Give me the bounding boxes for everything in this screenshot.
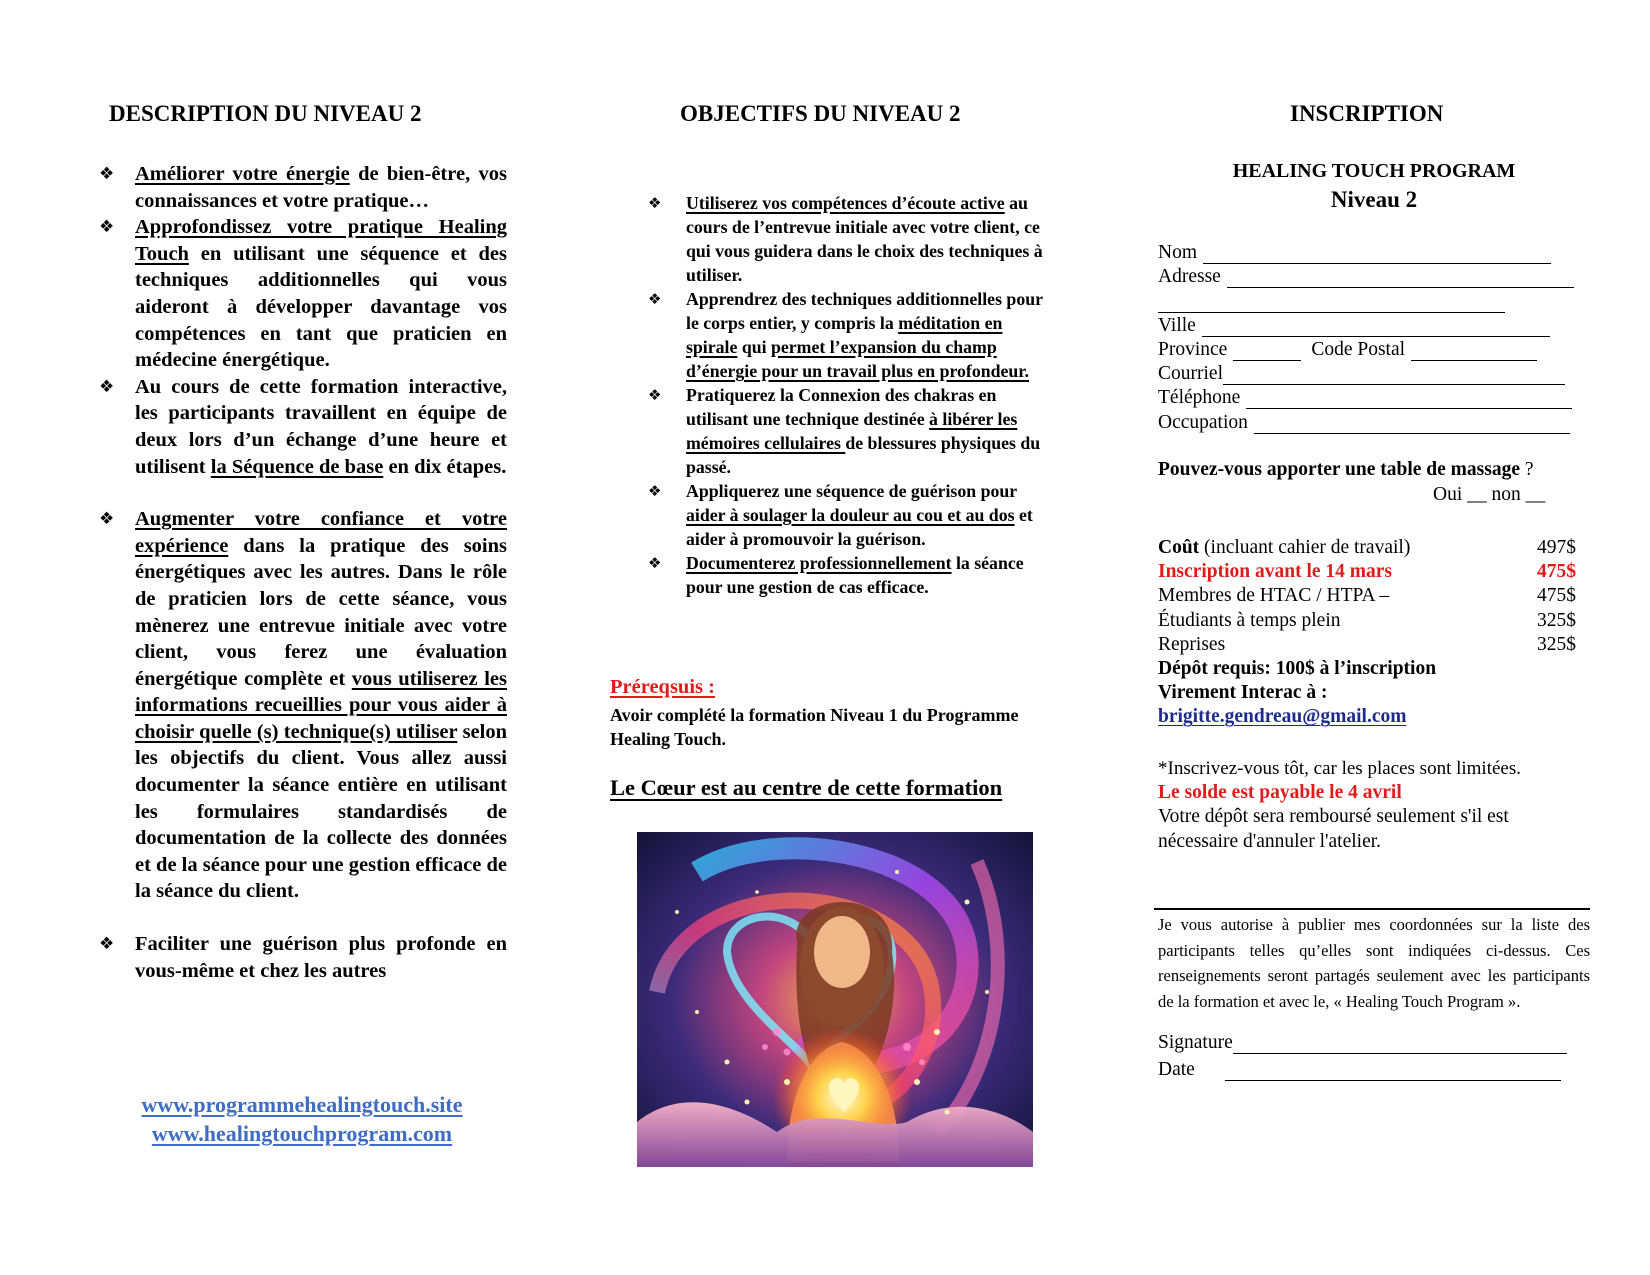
diamond-bullet-icon: ❖	[648, 482, 662, 500]
cost-row: Inscription avant le 14 mars 475$	[1158, 561, 1576, 583]
list-item: ❖ Utiliserez vos compétences d’écoute active au cours de l’entrevue initiale avec votre client, ce qui vous guidera dans le choix des techniques à utiliser.	[648, 193, 1043, 285]
occupation-field[interactable]	[1254, 416, 1570, 434]
address-field[interactable]	[1227, 270, 1574, 288]
website-links	[97, 1090, 507, 1148]
interac-text: Virement Interac à :	[1158, 682, 1328, 704]
phone-label: Téléphone	[1158, 387, 1241, 409]
diamond-bullet-icon: ❖	[648, 290, 662, 308]
limited-places-note: *Inscrivez-vous tôt, car les places sont limitées.	[1158, 758, 1522, 779]
signature-row	[1158, 1027, 1590, 1054]
diamond-bullet-icon: ❖	[99, 509, 115, 530]
list-item: ❖ Améliorer votre énergie de bien-être, vos connaissances et votre pratique…	[99, 163, 507, 212]
list-item: ❖ Pratiquerez la Connexion des chakras en utilisant une technique destinée à libérer les mémoires cellulaires de blessures physiques du passé.	[648, 385, 1041, 477]
city-label: Ville	[1158, 314, 1196, 336]
objectives-heading: OBJECTIFS DU NIVEAU 2	[680, 101, 961, 126]
name-row	[1158, 240, 1590, 264]
address-label: Adresse	[1158, 266, 1221, 288]
list-item: ❖ Documenterez professionnellement la séance pour une gestion de cas efficace.	[648, 553, 1024, 597]
province-row	[1158, 337, 1590, 361]
email-field[interactable]	[1223, 367, 1565, 385]
cost-row: Étudiants à temps plein 325$	[1158, 609, 1576, 631]
list-item: ❖ Augmenter votre confiance et votre expérience dans la pratique des soins énergétiques avec les autres. Dans le rôle de praticien lors de cette séance, vous mènerez une entrevue initiale avec votre client, vous ferez une évaluation énergétique complète et vous utiliserez les informations recueillies pour vous aider à choisir quelle (s) technique(s) utiliser selon les objectifs du client. Vous allez aussi documenter la séance entière en utilisant les formulaires standardisés de documentation de la collecte des données et de la séance pour une gestion efficace de la séance du client.	[99, 508, 507, 903]
address-row	[1158, 264, 1590, 288]
website-link[interactable]: www.programmehealingtouch.site	[141, 1092, 463, 1117]
city-field[interactable]	[1202, 319, 1550, 337]
registration-notes	[1158, 757, 1590, 854]
signature-field[interactable]	[1233, 1036, 1567, 1054]
postal-code-label: Code Postal	[1311, 338, 1406, 360]
description-list	[97, 161, 507, 984]
prerequisites-title: Préreqsuis :	[610, 676, 715, 698]
list-item: ❖ Faciliter une guérison plus profonde en vous-même et chez les autres	[99, 933, 507, 982]
deposit-text: Dépôt requis: 100$ à l’inscription	[1158, 658, 1437, 680]
cosmic-heart-image	[637, 832, 1033, 1167]
yes-no-answer[interactable]: Oui __ non __	[1433, 484, 1546, 505]
signature-label: Signature	[1158, 1032, 1233, 1053]
prerequisites-text: Avoir complété la formation Niveau 1 du Programme Healing Touch.	[610, 705, 1019, 749]
address-row-2	[1158, 288, 1590, 312]
diamond-bullet-icon: ❖	[99, 376, 115, 397]
diamond-bullet-icon: ❖	[648, 194, 662, 212]
program-level: Niveau 2	[1330, 187, 1418, 212]
list-item: ❖ Appliquerez une séquence de guérison pour aider à soulager la douleur au cou et au dos et aider à promouvoir la guérison.	[648, 481, 1033, 549]
email-row	[1158, 361, 1590, 385]
objectives-list	[610, 191, 1060, 599]
program-name: HEALING TOUCH PROGRAM	[1232, 160, 1516, 182]
cost-table	[1158, 536, 1576, 730]
heart-tagline: Le Cœur est au centre de cette formation	[610, 775, 1003, 800]
date-label: Date	[1158, 1059, 1195, 1080]
diamond-bullet-icon: ❖	[648, 386, 662, 404]
signature-block	[1158, 1027, 1590, 1081]
refund-note: Votre dépôt sera remboursé seulement s'il est nécessaire d'annuler l'atelier.	[1158, 806, 1509, 852]
registration-heading: INSCRIPTION	[1290, 101, 1444, 126]
phone-field[interactable]	[1246, 391, 1572, 409]
email-link[interactable]: brigitte.gendreau@gmail.com	[1158, 706, 1407, 728]
address-field-2[interactable]	[1158, 295, 1505, 313]
date-field[interactable]	[1225, 1063, 1561, 1081]
email-label: Courriel	[1158, 363, 1223, 385]
massage-table-question: Pouvez-vous apporter une table de massage ?	[1158, 459, 1534, 480]
phone-row	[1158, 385, 1590, 409]
website-link[interactable]: www.healingtouchprogram.com	[151, 1121, 453, 1146]
occupation-row	[1158, 409, 1590, 433]
name-label: Nom	[1158, 242, 1197, 264]
diamond-bullet-icon: ❖	[99, 217, 115, 238]
diamond-bullet-icon: ❖	[99, 164, 115, 184]
balance-due-note: Le solde est payable le 4 avril	[1158, 782, 1402, 804]
diamond-bullet-icon: ❖	[648, 554, 662, 572]
diamond-bullet-icon: ❖	[99, 934, 115, 955]
cost-row: Coût (incluant cahier de travail) 497$	[1158, 537, 1576, 558]
cost-row: Membres de HTAC / HTPA – 475$	[1158, 585, 1576, 607]
heart-meditation-illustration	[637, 832, 1033, 1167]
consent-text: Je vous autorise à publier mes coordonnées sur la liste des participants telles qu’elles sont indiquées ci-dessus. Ces renseignements seront partagés seulement avec les participants de la formation et avec le, « Healing Touch Program ».	[1158, 915, 1590, 1011]
occupation-label: Occupation	[1158, 411, 1248, 433]
registration-form	[1158, 240, 1590, 434]
name-field[interactable]	[1203, 246, 1551, 264]
city-row	[1158, 313, 1590, 337]
list-item: ❖ Apprendrez des techniques additionnelles pour le corps entier, y compris la méditation en spirale qui permet l’expansion du champ d’énergie pour un travail plus en profondeur.	[648, 289, 1043, 381]
cost-row: Reprises 325$	[1158, 633, 1576, 655]
list-item: ❖ Au cours de cette formation interactive, les participants travaillent en équipe de deux lors d’un échange d’une heure et utilisent la Séquence de base en dix étapes.	[99, 375, 507, 478]
postal-code-field[interactable]	[1411, 343, 1537, 361]
date-row	[1158, 1054, 1590, 1081]
separator	[1154, 908, 1590, 910]
province-label: Province	[1158, 338, 1228, 360]
list-item: ❖ Approfondissez votre pratique Healing Touch en utilisant une séquence et des techniques additionnelles qui vous aideront à développer davantage vos compétences en tant que praticien en médecine énergétique.	[99, 216, 507, 372]
description-heading: DESCRIPTION DU NIVEAU 2	[109, 101, 422, 126]
province-field[interactable]	[1233, 343, 1301, 361]
